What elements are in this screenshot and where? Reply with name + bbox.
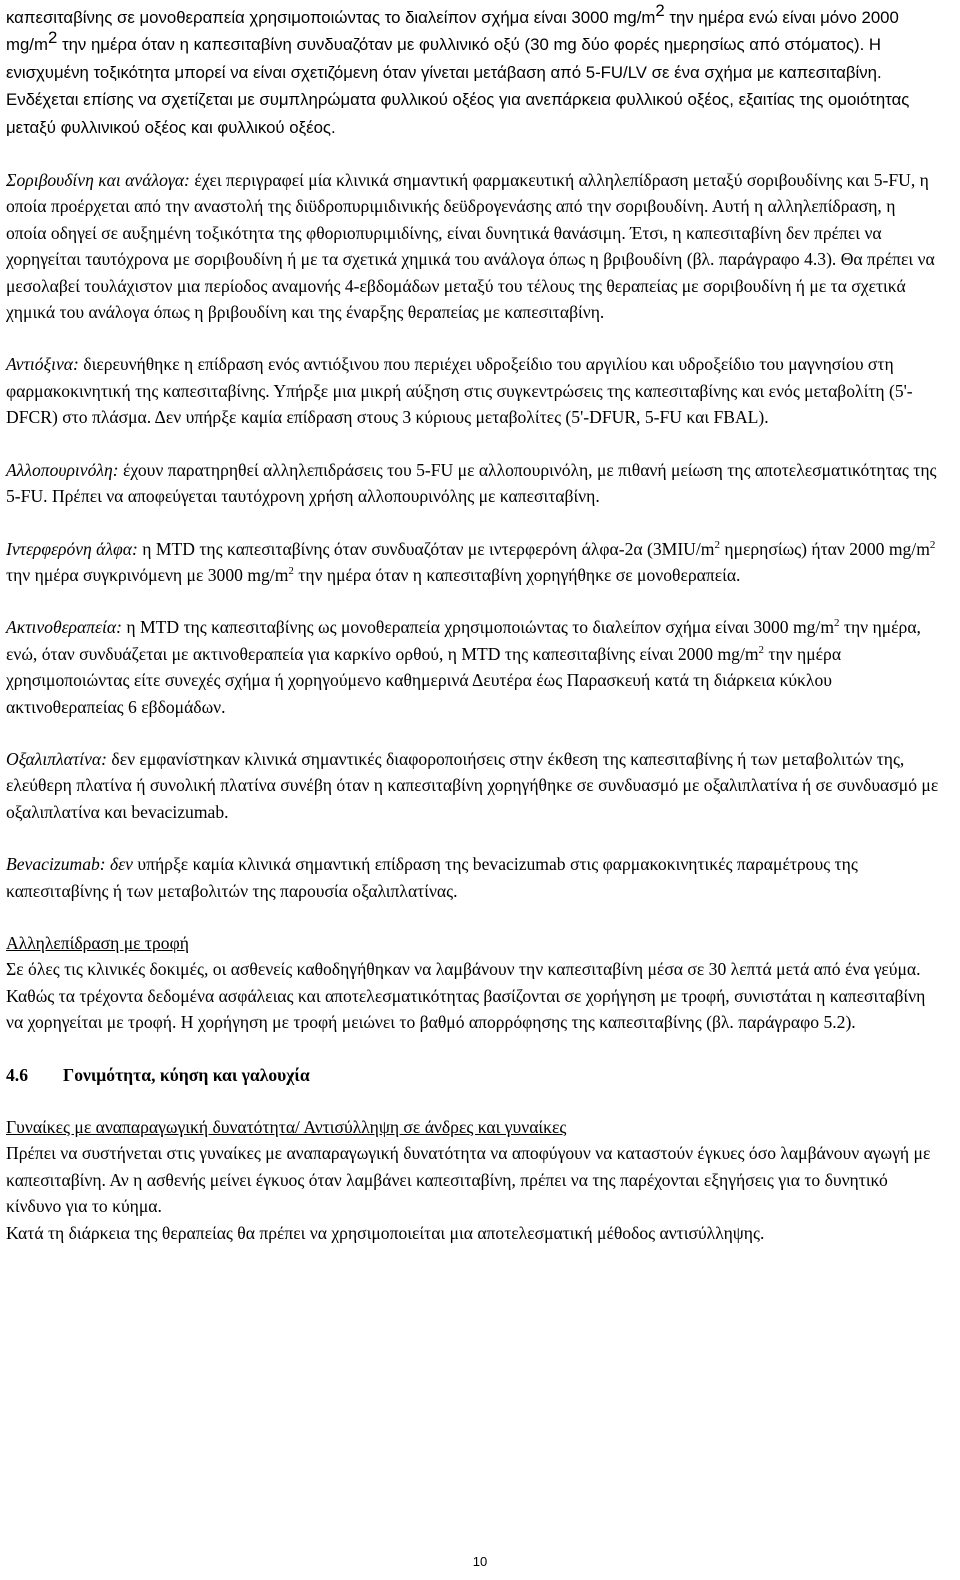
text-segment: Η ενισχυμένη τοξικότητα μπορεί να είναι σχετιζόμενη όταν γίνεται μετάβαση από 5-FU/LV σε ένα σχήμα με καπεσιταβίνη. Ενδέχεται επίσης να σχετίζεται με συμπληρώματα φυλλικού οξέος για ανεπάρκεια φυλλικού οξέος, εξαιτίας της ομοιότητας μεταξύ φυλλινικού οξέος και φυλλικού οξέος. <box>6 35 910 137</box>
text-segment: δεν εμφανίστηκαν κλινικά σημαντικές διαφοροποιήσεις στην έκθεση της καπεσιταβίνης ή των μεταβολιτών της, ελεύθερη πλατίνα ή συνολική πλατίνα συνέβη όταν η καπεσιταβίνη χορηγήθηκε σε συνδυασμό με οξαλιπλατίνα ή σε συνδυασμό με οξαλιπλατίνα και bevacizumab. <box>6 748 939 822</box>
paragraph-bevacizumab <box>6 851 940 904</box>
superscript: 2 <box>47 28 58 48</box>
superscript: 2 <box>834 617 840 630</box>
food-interaction-heading: Αλληλεπίδραση με τροφή <box>6 932 189 953</box>
paragraph-label: Οξαλιπλατίνα: <box>6 748 108 769</box>
paragraph-oxaliplatin <box>6 746 940 825</box>
contraception-heading: Γυναίκες με αναπαραγωγική δυνατότητα/ Αντισύλληψη σε άνδρες και γυναίκες <box>6 1117 567 1137</box>
page-number: 10 <box>472 1554 488 1569</box>
text-segment: υπήρξε καμία κλινικά σημαντική επίδραση της bevacizumab στις φαρμακοκινητικές παραμέτρους της καπεσιταβίνης ή των μεταβολιτών της παρουσία οξαλιπλατίνας. <box>6 854 858 901</box>
text-segment: την ημέρα συγκρινόμενη με 3000 mg/m <box>6 564 289 585</box>
text-segment: διερευνήθηκε η επίδραση ενός αντιόξινου που περιέχει υδροξείδιο του αργιλίου και υδροξείδιο του μαγνησίου στη φαρμακοκινητική της καπεσιταβίνης. Υπήρξε μια μικρή αύξηση στις συγκεντρώσεις της καπεσιταβίνης και ενός μεταβολίτη (5'-DFCR) στο πλάσμα. Δεν υπήρξε καμία επίδραση στους 3 κύριους μεταβολίτες (5'-DFUR, 5-FU και FBAL). <box>6 354 913 428</box>
paragraph-interferon <box>6 536 940 589</box>
superscript: 2 <box>758 643 765 656</box>
text-segment: η MTD της καπεσιταβίνης όταν συνδυαζόταν με ιντερφερόνη άλφα-2α (3MIU/m <box>137 538 715 559</box>
text-segment: την ημέρα όταν η καπεσιταβίνη χορηγήθηκε σε μονοθεραπεία. <box>293 564 741 585</box>
section-number: 4.6 <box>6 1064 28 1085</box>
text-segment: ημερησίως) ήταν 2000 mg/m <box>719 538 930 559</box>
paragraph-sorivudine <box>6 167 940 325</box>
paragraph-label: Ιντερφερόνη άλφα: <box>6 538 138 559</box>
paragraph-antacids <box>6 351 940 430</box>
paragraph-label: Σοριβουδίνη και ανάλογα: <box>6 170 190 191</box>
paragraph-label: Αλλοπουρινόλη: <box>6 459 119 480</box>
section-heading <box>6 1062 940 1088</box>
section-title: Γονιμότητα, κύηση και γαλουχία <box>63 1064 310 1085</box>
paragraph-contraception-1: Πρέπει να συστήνεται στις γυναίκες με αναπαραγωγική δυνατότητα να αποφύγουν να καταστούν έγκυες όσο λαμβάνουν αγωγή με καπεσιταβίνη. Αν η ασθενής μείνει έγκυος όταν λαμβάνει καπεσιταβίνη, πρέπει να της παρέχονται εξηγήσεις για το δυνητικό κίνδυνο για το κύημα. <box>6 1143 931 1217</box>
text-segment: την ημέρα, ενώ, όταν συνδυάζεται με ακτινοθεραπεία για καρκίνο ορθού, η MTD της καπεσιταβίνης είναι 2000 mg/m <box>6 617 921 664</box>
paragraph-allopurinol <box>6 457 940 510</box>
paragraph-label: Bevacizumab: δεν <box>6 854 133 875</box>
text-segment: έχουν παρατηρηθεί αλληλεπιδράσεις του 5-FU με αλλοπουρινόλη, με πιθανή μείωση της αποτελεσματικότητας της 5-FU. Πρέπει να αποφεύγεται ταυτόχρονη χρήση αλλοπουρινόλης με καπεσιταβίνη. <box>6 459 937 507</box>
text-segment: την ημέρα ενώ είναι μόνο 2000 mg/m <box>6 8 899 55</box>
paragraph-label: Ακτινοθεραπεία: <box>6 617 122 638</box>
superscript: 2 <box>288 564 294 577</box>
superscript: 2 <box>655 1 665 20</box>
superscript: 2 <box>714 538 720 551</box>
superscript: 2 <box>929 538 936 551</box>
text-segment: Αυτή η αλληλεπίδραση, η οποία οδηγεί σε αυξημένη τοξικότητα της φθοριοπυριμιδίνης, είναι δυνητικά θανάσιμη. Έτσι, η καπεσιταβίνη δεν πρέπει να χορηγείται ταυτόχρονα με σοριβουδίνη ή με τα σχετικά χημικά του ανάλογα όπως η βριβουδίνη (βλ. παράγραφο 4.3). Θα πρέπει να μεσολαβεί τουλάχιστον μια περίοδος αναμονής 4-εβδομάδων μεταξύ του τέλους της θεραπείας με σοριβουδίνη ή με τα σχετικά χημικά του ανάλογα όπως η βριβουδίνη και της έναρξης θεραπείας με καπεσιταβίνη. <box>6 196 935 323</box>
paragraph-contraception-2: Κατά τη διάρκεια της θεραπείας θα πρέπει να χρησιμοποιείται μια αποτελεσματική μέθοδος αντισύλληψης. <box>6 1222 765 1243</box>
text-segment: την ημέρα όταν η καπεσιταβίνη συνδυαζόταν με φυλλινικό οξύ (30 mg δύο φορές ημερησίως από στόματος). <box>57 35 865 55</box>
paragraph-radiotherapy <box>6 614 940 720</box>
paragraph-label: Αντιόξινα: <box>6 354 79 375</box>
paragraph-folinic-acid <box>6 1 940 141</box>
text-segment: καπεσιταβίνης σε μονοθεραπεία χρησιμοποιώντας το διαλείπον σχήμα είναι 3000 mg/m <box>6 8 656 27</box>
paragraph-food-interaction: Σε όλες τις κλινικές δοκιμές, οι ασθενείς καθοδηγήθηκαν να λαμβάνουν την καπεσιταβίνη μέσα σε 30 λεπτά μετά από ένα γεύμα. Καθώς τα τρέχοντα δεδομένα ασφάλειας και αποτελεσματικότητας βασίζονται σε χορήγηση με τροφή, συνιστάται η καπεσιταβίνη να χορηγείται με τροφή. Η χορήγηση με τροφή μειώνει το βαθμό απορρόφησης της καπεσιταβίνης (βλ. παράγραφο 5.2). <box>6 959 926 1033</box>
text-segment: έχει περιγραφεί μία κλινικά σημαντική φαρμακευτική αλληλεπίδραση μεταξύ σοριβουδίνης και 5-FU, η οποία προέρχεται από την αναστολή της διϋδροπυριμιδινικής δεϋδρογενάσης από την σοριβουδίνη. <box>6 170 929 217</box>
text-segment: την ημέρα χρησιμοποιώντας είτε συνεχές σχήμα ή χορηγούμενο καθημερινά Δευτέρα έως Παρασκευή κατά τη διάρκεια κύκλου ακτινοθεραπείας 6 εβδομάδων. <box>6 643 842 717</box>
text-segment: η MTD της καπεσιταβίνης ως μονοθεραπεία χρησιμοποιώντας το διαλείπον σχήμα είναι 3000 mg/m <box>121 617 835 638</box>
